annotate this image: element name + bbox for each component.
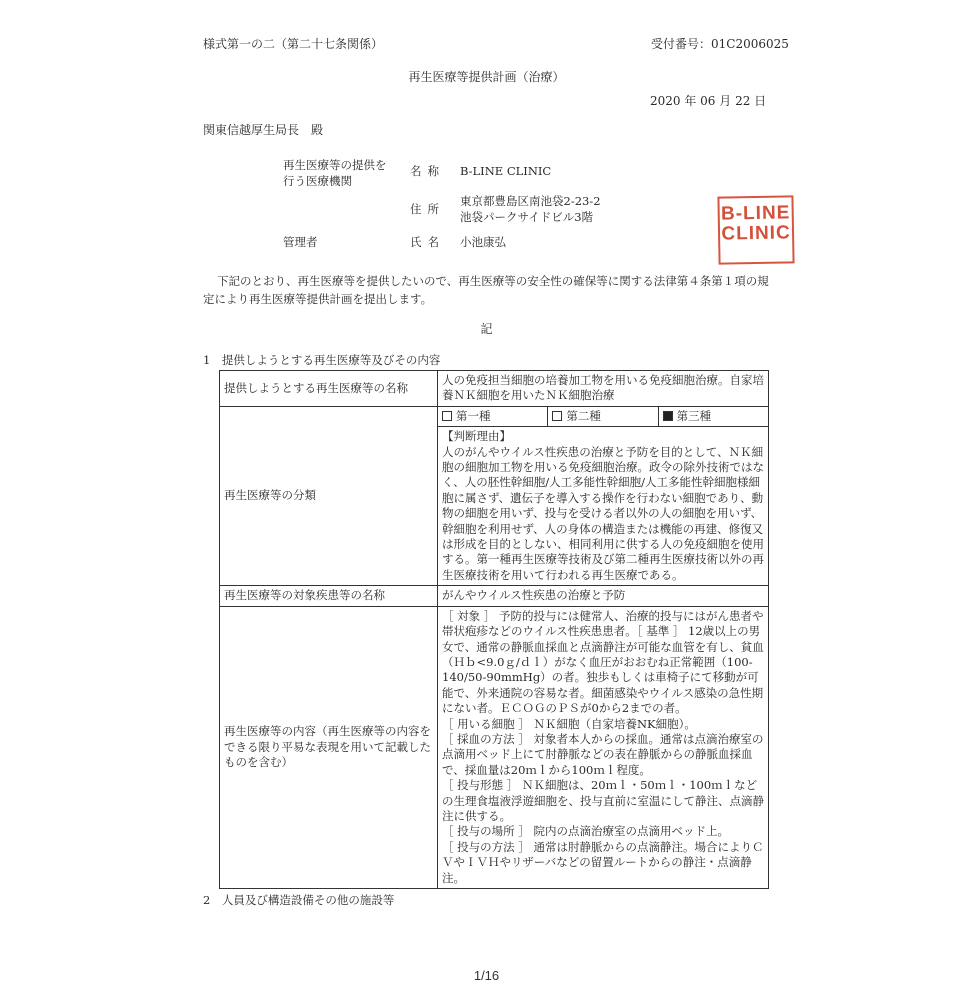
type-label: 第一種	[456, 408, 491, 423]
clinic-address	[460, 193, 601, 225]
document-title: 再生医療等提供計画（治療）	[408, 70, 565, 84]
receipt-number: 受付番号：01C2006025	[651, 37, 789, 51]
row-label-treatment-name: 提供しようとする再生医療等の名称	[220, 371, 438, 407]
type-option-2	[547, 407, 657, 426]
form-number: 様式第一の二（第二十七条関係）	[203, 37, 384, 51]
reason-heading: 【判断理由】	[442, 429, 511, 444]
type-label: 第二種	[566, 408, 601, 423]
reason-text: 人のがんやウイルス性疾患の治療と予防を目的として、ＮＫ細胞の細胞加工物を用いる免疫細胞治療。政令の除外技術ではなく、人の胚性幹細胞/人工多能性幹細胞/人工多能性幹細胞様細胞に属さず、遺伝子を導入する操作を行わない細胞であり、動物の細胞を用いず、投与を受ける者以外の人の細胞を用いず、幹細胞を利用せず、人の身体の構造または機能の再建、修復又は形成を目的としない、相同利用に供する人の免疫細胞を使用する。第一種再生医療等技術及び第二種再生医療技術以外の再生医療技術を用いて行われる再生医療である。	[442, 444, 764, 582]
clinic-name: B-LINE CLINIC	[460, 164, 552, 178]
address-line: 池袋パークサイドビル3階	[460, 210, 594, 224]
classification-reason	[438, 427, 769, 586]
type-option-1	[438, 407, 547, 426]
checkbox-unchecked-icon	[552, 411, 562, 421]
manager-key: 氏名	[410, 235, 445, 249]
table-row	[220, 586, 769, 606]
content-paragraph: ［ 用いる細胞 ］ ＮＫ細胞（自家培養NK細胞）。	[442, 716, 696, 731]
table-row	[220, 406, 769, 426]
address-key: 住所	[410, 202, 445, 216]
treatment-table	[219, 370, 769, 889]
content-paragraph: ［ 投与形態 ］ ＮＫ細胞は、20ｍｌ・50ｍｌ・100ｍｌなどの生理食塩液浮遊細胞を、投与直前に室温にして静注、点滴静注に供する。	[442, 778, 764, 823]
target-disease-value: がんやウイルス性疾患の治療と予防	[438, 586, 769, 606]
note-mark: 記	[480, 322, 493, 336]
content-value	[438, 606, 769, 888]
content-paragraph: ［ 投与の場所 ］ 院内の点滴治療室の点滴用ベッド上。	[442, 824, 729, 839]
checkbox-unchecked-icon	[442, 411, 452, 421]
name-key: 名称	[410, 164, 445, 178]
seal-line-2: CLINIC	[721, 222, 791, 245]
treatment-name-value: 人の免疫担当細胞の培養加工物を用いる免疫細胞治療。自家培養ＮＫ細胞を用いたＮＫ細胞治療	[438, 371, 769, 407]
row-label-classification: 再生医療等の分類	[220, 406, 438, 585]
row-label-target-disease: 再生医療等の対象疾患等の名称	[220, 586, 438, 606]
checkbox-checked-icon	[663, 411, 673, 421]
section-2-heading: 2 人員及び構造設備その他の施設等	[203, 893, 395, 907]
content-paragraph: ［ 投与の方法 ］ 通常は肘静脈からの点滴静注。場合によりＣＶやＩＶＨやリザーバなどの留置ルートからの静注・点滴静注。	[442, 839, 764, 885]
row-label-content: 再生医療等の内容（再生医療等の内容をできる限り平易な表現を用いて記載したものを含む）	[220, 606, 438, 888]
address-line: 東京都豊島区南池袋2-23-2	[460, 194, 601, 208]
provider-label-line: 行う医療機関	[283, 174, 352, 188]
clinic-seal-stamp	[717, 195, 794, 264]
provider-label-line: 再生医療等の提供を	[283, 158, 387, 172]
seal-line-1: B-LINE	[720, 202, 791, 225]
provider-label	[283, 157, 387, 189]
table-row	[220, 606, 769, 888]
section-1-heading: 1 提供しようとする再生医療等及びその内容	[203, 353, 441, 367]
addressee: 関東信越厚生局長 殿	[203, 123, 324, 137]
content-paragraph: ［ 対象 ］ 予防的投与には健常人、治療的投与にはがん患者や帯状疱疹などのウイルス性疾患患者。［ 基準 ］ 12歳以上の男女で、通常の静脈血採血と点滴静注が可能な血管を有し、貧血（Ｈｂ<9.0ｇ/ｄｌ）がなく血圧がおおむね正常範囲（100-140/50-90mmHg）の者。独歩もしくは車椅子にて移動が可能で、外来通院の容易な者。細菌感染やウイルス感染の急性期にない者。ＥＣＯＧのＰＳが0から2までの者。	[442, 608, 764, 716]
manager-label: 管理者	[283, 235, 318, 249]
document-date: 2020 年 06 月 22 日	[650, 94, 767, 108]
classification-types	[438, 406, 769, 426]
manager-name: 小池康弘	[460, 235, 506, 249]
table-row	[220, 371, 769, 407]
page-number: 1/16	[473, 968, 500, 983]
type-option-3	[658, 407, 768, 426]
intro-paragraph: 下記のとおり、再生医療等を提供したいので、再生医療等の安全性の確保等に関する法律第４条第１項の規定により再生医療等提供計画を提出します。	[203, 274, 769, 306]
content-paragraph: ［ 採血の方法 ］ 対象者本人からの採血。通常は点滴治療室の点滴用ベッド上にて肘静脈などの表在静脈からの静脈血採血で、採血量は20ｍｌから100ｍｌ程度。	[442, 731, 764, 777]
type-label: 第三種	[676, 408, 712, 423]
